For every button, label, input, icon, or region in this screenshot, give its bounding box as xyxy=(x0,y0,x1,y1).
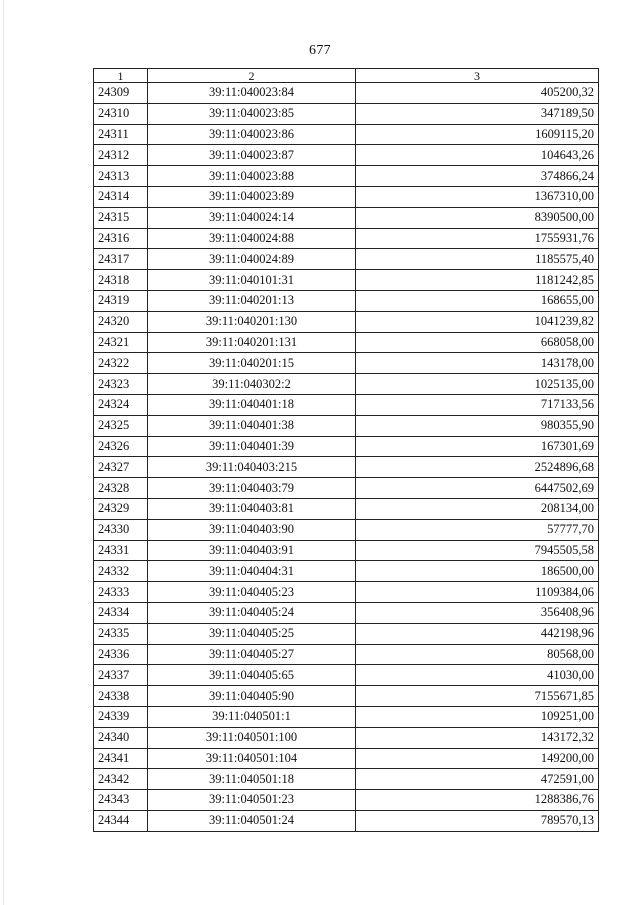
cadastral-number: 39:11:040501:104 xyxy=(148,748,356,769)
table-row xyxy=(94,727,599,748)
row-number: 24336 xyxy=(94,644,148,665)
cadastral-value: 109251,00 xyxy=(356,706,599,727)
cadastral-number: 39:11:040405:25 xyxy=(148,623,356,644)
cadastral-value: 1367310,00 xyxy=(356,186,599,207)
cadastral-number: 39:11:040405:90 xyxy=(148,686,356,707)
cadastral-value: 1109384,06 xyxy=(356,582,599,603)
cadastral-number: 39:11:040401:39 xyxy=(148,436,356,457)
row-number: 24338 xyxy=(94,686,148,707)
cadastral-number: 39:11:040405:65 xyxy=(148,665,356,686)
cadastral-value: 374866,24 xyxy=(356,166,599,187)
row-number: 24341 xyxy=(94,748,148,769)
table-row xyxy=(94,207,599,228)
row-number: 24328 xyxy=(94,478,148,499)
row-number: 24330 xyxy=(94,519,148,540)
row-number: 24309 xyxy=(94,83,148,104)
cadastral-number: 39:11:040024:14 xyxy=(148,207,356,228)
cadastral-number: 39:11:040023:87 xyxy=(148,145,356,166)
cadastral-value: 143178,00 xyxy=(356,353,599,374)
table-row xyxy=(94,748,599,769)
column-header-2: 2 xyxy=(148,69,356,83)
cadastral-value: 472591,00 xyxy=(356,769,599,790)
cadastral-value: 1288386,76 xyxy=(356,790,599,811)
row-number: 24313 xyxy=(94,166,148,187)
cadastral-value: 8390500,00 xyxy=(356,207,599,228)
table-row xyxy=(94,166,599,187)
row-number: 24323 xyxy=(94,374,148,395)
cadastral-number: 39:11:040405:27 xyxy=(148,644,356,665)
table-row xyxy=(94,457,599,478)
cadastral-number: 39:11:040403:79 xyxy=(148,478,356,499)
cadastral-value: 57777,70 xyxy=(356,519,599,540)
row-number: 24332 xyxy=(94,561,148,582)
row-number: 24312 xyxy=(94,145,148,166)
row-number: 24324 xyxy=(94,394,148,415)
cadastral-number: 39:11:040023:86 xyxy=(148,124,356,145)
cadastral-number: 39:11:040403:90 xyxy=(148,519,356,540)
cadastral-value: 149200,00 xyxy=(356,748,599,769)
cadastral-value: 789570,13 xyxy=(356,810,599,831)
cadastral-number: 39:11:040501:23 xyxy=(148,790,356,811)
row-number: 24321 xyxy=(94,332,148,353)
row-number: 24331 xyxy=(94,540,148,561)
table-row xyxy=(94,311,599,332)
row-number: 24319 xyxy=(94,290,148,311)
table-row xyxy=(94,290,599,311)
row-number: 24344 xyxy=(94,810,148,831)
table-row xyxy=(94,602,599,623)
cadastral-number: 39:11:040201:131 xyxy=(148,332,356,353)
row-number: 24343 xyxy=(94,790,148,811)
cadastral-value: 80568,00 xyxy=(356,644,599,665)
table-row xyxy=(94,394,599,415)
table-row xyxy=(94,540,599,561)
cadastral-value: 442198,96 xyxy=(356,623,599,644)
cadastral-value: 168655,00 xyxy=(356,290,599,311)
row-number: 24325 xyxy=(94,415,148,436)
table-row xyxy=(94,790,599,811)
table-row xyxy=(94,145,599,166)
cadastral-value: 356408,96 xyxy=(356,602,599,623)
cadastral-number: 39:11:040201:130 xyxy=(148,311,356,332)
cadastral-value: 717133,56 xyxy=(356,394,599,415)
column-header-3: 3 xyxy=(356,69,599,83)
cadastral-number: 39:11:040501:18 xyxy=(148,769,356,790)
row-number: 24333 xyxy=(94,582,148,603)
cadastral-number: 39:11:040405:24 xyxy=(148,602,356,623)
cadastral-value: 7945505,58 xyxy=(356,540,599,561)
row-number: 24322 xyxy=(94,353,148,374)
table-row xyxy=(94,83,599,104)
cadastral-number: 39:11:040101:31 xyxy=(148,270,356,291)
cadastral-number: 39:11:040501:100 xyxy=(148,727,356,748)
cadastral-value: 186500,00 xyxy=(356,561,599,582)
table-row xyxy=(94,124,599,145)
table-row xyxy=(94,332,599,353)
table-row xyxy=(94,103,599,124)
table-row xyxy=(94,478,599,499)
row-number: 24329 xyxy=(94,498,148,519)
table-row xyxy=(94,415,599,436)
cadastral-value: 104643,26 xyxy=(356,145,599,166)
cadastral-value: 208134,00 xyxy=(356,498,599,519)
cadastral-value: 347189,50 xyxy=(356,103,599,124)
table-row xyxy=(94,186,599,207)
cadastral-number: 39:11:040023:88 xyxy=(148,166,356,187)
table-row xyxy=(94,374,599,395)
cadastral-value-table xyxy=(93,68,599,832)
row-number: 24310 xyxy=(94,103,148,124)
table-row xyxy=(94,810,599,831)
cadastral-value: 1609115,20 xyxy=(356,124,599,145)
cadastral-number: 39:11:040023:84 xyxy=(148,83,356,104)
cadastral-number: 39:11:040501:1 xyxy=(148,706,356,727)
cadastral-number: 39:11:040405:23 xyxy=(148,582,356,603)
table-row xyxy=(94,769,599,790)
cadastral-value: 143172,32 xyxy=(356,727,599,748)
table-row xyxy=(94,582,599,603)
table-row xyxy=(94,249,599,270)
cadastral-number: 39:11:040403:91 xyxy=(148,540,356,561)
cadastral-number: 39:11:040403:215 xyxy=(148,457,356,478)
table-row xyxy=(94,686,599,707)
table-body xyxy=(94,83,599,832)
table-header-row xyxy=(94,69,599,83)
cadastral-value: 7155671,85 xyxy=(356,686,599,707)
row-number: 24339 xyxy=(94,706,148,727)
cadastral-number: 39:11:040201:15 xyxy=(148,353,356,374)
row-number: 24311 xyxy=(94,124,148,145)
row-number: 24342 xyxy=(94,769,148,790)
table-row xyxy=(94,498,599,519)
row-number: 24318 xyxy=(94,270,148,291)
row-number: 24337 xyxy=(94,665,148,686)
cadastral-number: 39:11:040401:38 xyxy=(148,415,356,436)
cadastral-number: 39:11:040401:18 xyxy=(148,394,356,415)
cadastral-value: 980355,90 xyxy=(356,415,599,436)
cadastral-value: 1185575,40 xyxy=(356,249,599,270)
cadastral-value: 41030,00 xyxy=(356,665,599,686)
page-number: 677 xyxy=(309,43,331,58)
row-number: 24320 xyxy=(94,311,148,332)
row-number: 24315 xyxy=(94,207,148,228)
row-number: 24314 xyxy=(94,186,148,207)
row-number: 24317 xyxy=(94,249,148,270)
row-number: 24340 xyxy=(94,727,148,748)
table-row xyxy=(94,436,599,457)
cadastral-number: 39:11:040201:13 xyxy=(148,290,356,311)
table-row xyxy=(94,644,599,665)
row-number: 24335 xyxy=(94,623,148,644)
cadastral-value: 167301,69 xyxy=(356,436,599,457)
cadastral-number: 39:11:040302:2 xyxy=(148,374,356,395)
cadastral-number: 39:11:040023:89 xyxy=(148,186,356,207)
cadastral-value: 2524896,68 xyxy=(356,457,599,478)
row-number: 24327 xyxy=(94,457,148,478)
table-row xyxy=(94,561,599,582)
column-header-1: 1 xyxy=(94,69,148,83)
table-row xyxy=(94,623,599,644)
cadastral-value: 6447502,69 xyxy=(356,478,599,499)
cadastral-value: 1181242,85 xyxy=(356,270,599,291)
cadastral-number: 39:11:040024:89 xyxy=(148,249,356,270)
cadastral-number: 39:11:040024:88 xyxy=(148,228,356,249)
table-row xyxy=(94,706,599,727)
row-number: 24316 xyxy=(94,228,148,249)
cadastral-number: 39:11:040404:31 xyxy=(148,561,356,582)
cadastral-value: 1755931,76 xyxy=(356,228,599,249)
cadastral-value: 668058,00 xyxy=(356,332,599,353)
scan-margin-line xyxy=(3,0,4,905)
cadastral-number: 39:11:040023:85 xyxy=(148,103,356,124)
cadastral-number: 39:11:040403:81 xyxy=(148,498,356,519)
table-row xyxy=(94,353,599,374)
row-number: 24334 xyxy=(94,602,148,623)
row-number: 24326 xyxy=(94,436,148,457)
cadastral-value: 1041239,82 xyxy=(356,311,599,332)
table-row xyxy=(94,519,599,540)
table-row xyxy=(94,665,599,686)
cadastral-number: 39:11:040501:24 xyxy=(148,810,356,831)
cadastral-value: 405200,32 xyxy=(356,83,599,104)
table-row xyxy=(94,270,599,291)
cadastral-value: 1025135,00 xyxy=(356,374,599,395)
table-row xyxy=(94,228,599,249)
